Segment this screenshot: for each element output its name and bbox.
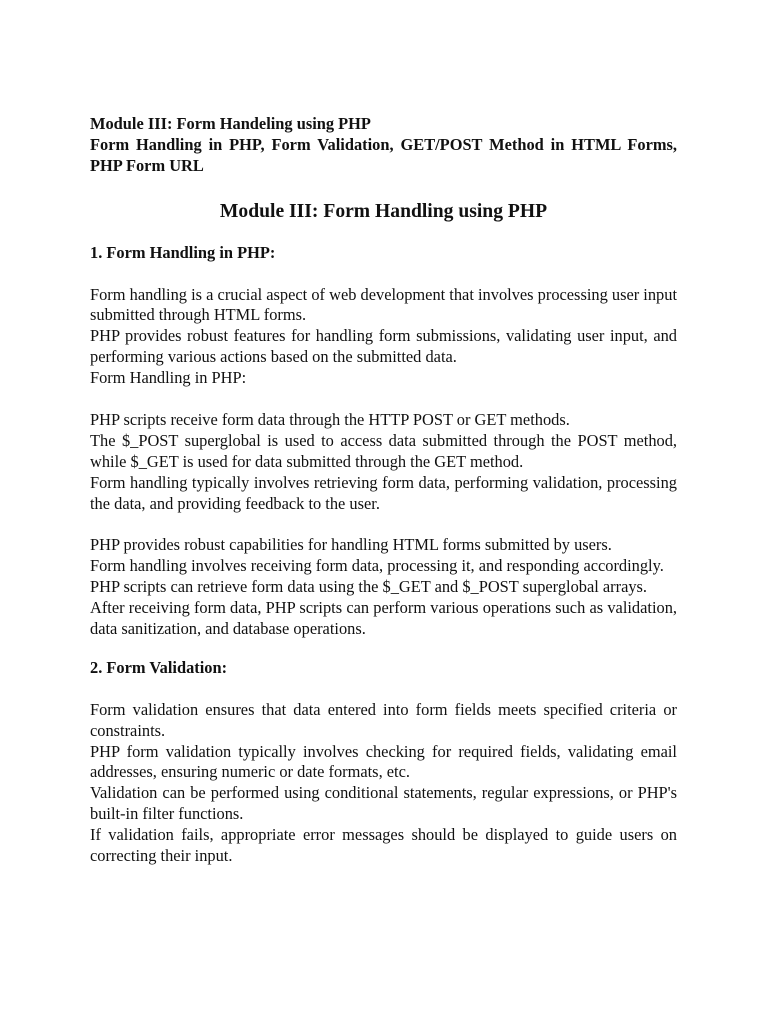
- paragraph: The $_POST superglobal is used to access data submitted through the POST method, while $_GET is used for data submitted through the GET method.: [90, 430, 677, 471]
- paragraph: Form handling typically involves retrieving form data, performing validation, processing the data, and providing feedback to the user.: [90, 472, 677, 513]
- paragraph: Form handling involves receiving form data, processing it, and responding accordingly.: [90, 556, 664, 576]
- paragraph: Validation can be performed using conditional statements, regular expressions, or PHP's built-in filter functions.: [90, 783, 677, 824]
- paragraph: Form validation ensures that data entered into form fields meets specified criteria or constraints.: [90, 699, 677, 740]
- paragraph: Form handling is a crucial aspect of web development that involves processing user input submitted through HTML forms.: [90, 284, 677, 325]
- paragraph: After receiving form data, PHP scripts can perform various operations such as validation, data sanitization, and database operations.: [90, 598, 677, 638]
- section-heading-form-handling: 1. Form Handling in PHP:: [90, 242, 276, 262]
- header-topics-line: Form Handling in PHP, Form Validation, GET/POST Method in HTML Forms, PHP Form URL: [90, 134, 677, 175]
- document-page: [90, 114, 677, 867]
- paragraph: PHP form validation typically involves checking for required fields, validating email addresses, ensuring numeric or date formats, etc.: [90, 741, 677, 782]
- section-heading-form-validation: 2. Form Validation:: [90, 657, 228, 677]
- paragraph: If validation fails, appropriate error messages should be displayed to guide users on correcting their input.: [90, 825, 677, 866]
- section1-paragraph-group-2: [90, 410, 677, 515]
- paragraph: PHP provides robust capabilities for handling HTML forms submitted by users.: [90, 535, 612, 555]
- document-title: Module III: Form Handling using PHP: [219, 200, 548, 222]
- paragraph: Form Handling in PHP:: [90, 368, 247, 388]
- section1-paragraph-group-1: [90, 285, 677, 390]
- header-module-line: Module III: Form Handeling using PHP: [90, 114, 371, 133]
- paragraph: PHP scripts receive form data through the HTTP POST or GET methods.: [90, 409, 570, 429]
- section2-paragraph-group-1: [90, 700, 677, 867]
- paragraph: PHP provides robust features for handling form submissions, validating user input, and performing various actions based on the submitted data.: [90, 326, 677, 367]
- paragraph: PHP scripts can retrieve form data using the $_GET and $_POST superglobal arrays.: [90, 577, 648, 597]
- document-header: [90, 114, 677, 177]
- section1-paragraph-group-3: [90, 535, 677, 640]
